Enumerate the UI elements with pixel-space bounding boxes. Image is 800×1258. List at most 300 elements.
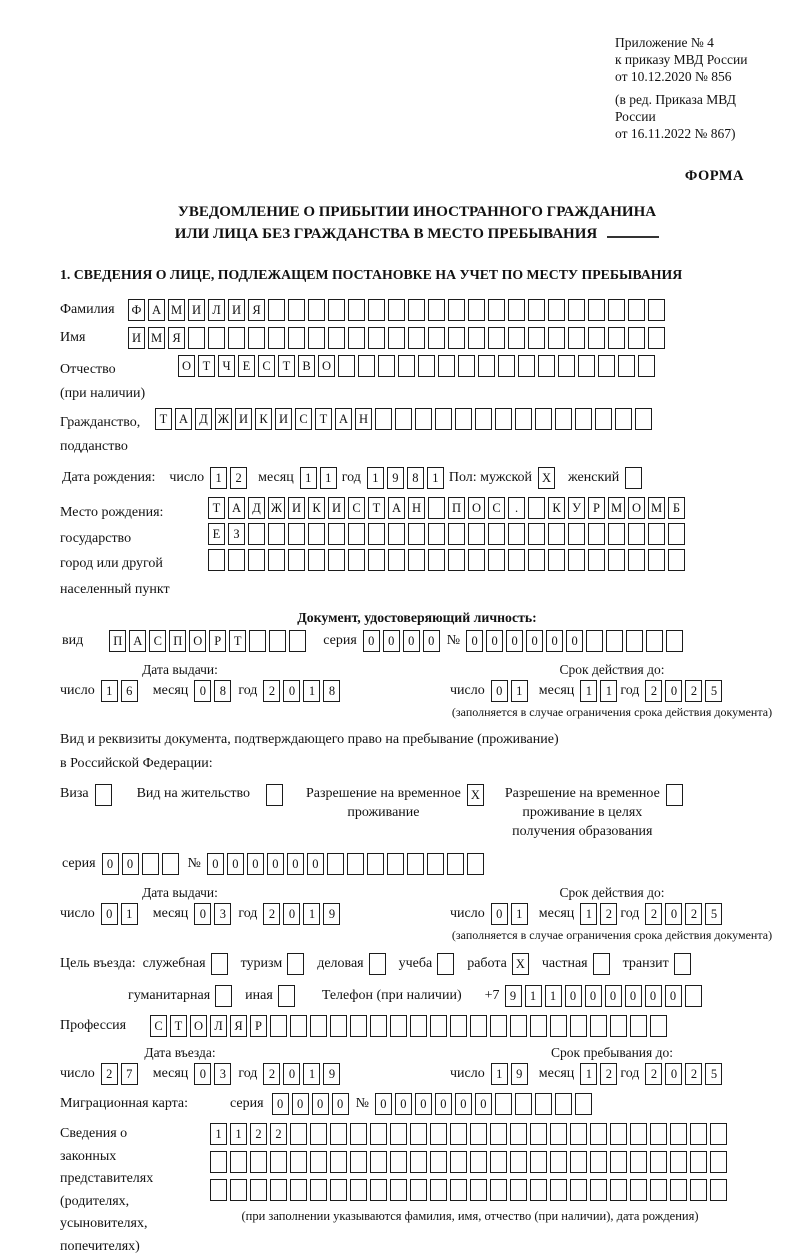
- char-box[interactable]: [635, 408, 652, 430]
- char-box[interactable]: [510, 1179, 527, 1201]
- char-box[interactable]: [518, 355, 535, 377]
- char-box[interactable]: 0: [194, 1063, 211, 1085]
- char-box[interactable]: И: [188, 299, 205, 321]
- char-box[interactable]: [590, 1015, 607, 1037]
- char-box[interactable]: [142, 853, 159, 875]
- char-box[interactable]: [430, 1179, 447, 1201]
- char-box[interactable]: Б: [668, 497, 685, 519]
- char-box[interactable]: [628, 549, 645, 571]
- char-box[interactable]: [588, 299, 605, 321]
- char-box[interactable]: [437, 953, 454, 975]
- char-box[interactable]: [528, 523, 545, 545]
- char-box[interactable]: [290, 1179, 307, 1201]
- char-box[interactable]: [666, 784, 683, 806]
- char-box[interactable]: И: [328, 497, 345, 519]
- char-box[interactable]: [568, 327, 585, 349]
- char-box[interactable]: [287, 953, 304, 975]
- char-box[interactable]: [595, 408, 612, 430]
- char-box[interactable]: [650, 1151, 667, 1173]
- char-box[interactable]: [628, 299, 645, 321]
- char-box[interactable]: [648, 327, 665, 349]
- char-box[interactable]: 1: [367, 467, 384, 489]
- char-box[interactable]: [310, 1151, 327, 1173]
- char-box[interactable]: [593, 953, 610, 975]
- char-box[interactable]: [590, 1179, 607, 1201]
- char-box[interactable]: [95, 784, 112, 806]
- char-box[interactable]: [610, 1151, 627, 1173]
- char-box[interactable]: [588, 523, 605, 545]
- char-box[interactable]: Т: [198, 355, 215, 377]
- char-box[interactable]: [470, 1151, 487, 1173]
- char-box[interactable]: Е: [208, 523, 225, 545]
- char-box[interactable]: [550, 1179, 567, 1201]
- char-box[interactable]: 0: [415, 1093, 432, 1115]
- char-box[interactable]: 5: [705, 903, 722, 925]
- char-box[interactable]: [508, 299, 525, 321]
- char-box[interactable]: [375, 408, 392, 430]
- char-box[interactable]: 0: [307, 853, 324, 875]
- char-box[interactable]: [467, 853, 484, 875]
- char-box[interactable]: Т: [170, 1015, 187, 1037]
- char-box[interactable]: [488, 299, 505, 321]
- char-box[interactable]: [448, 549, 465, 571]
- char-box[interactable]: [348, 327, 365, 349]
- char-box[interactable]: [528, 327, 545, 349]
- char-box[interactable]: Л: [210, 1015, 227, 1037]
- char-box[interactable]: 0: [283, 680, 300, 702]
- char-box[interactable]: [430, 1151, 447, 1173]
- char-box[interactable]: 0: [645, 985, 662, 1007]
- char-box[interactable]: А: [388, 497, 405, 519]
- char-box[interactable]: [528, 549, 545, 571]
- char-box[interactable]: 2: [685, 1063, 702, 1085]
- char-box[interactable]: [710, 1179, 727, 1201]
- char-box[interactable]: 0: [455, 1093, 472, 1115]
- char-box[interactable]: [495, 1093, 512, 1115]
- char-box[interactable]: Н: [355, 408, 372, 430]
- char-box[interactable]: С: [348, 497, 365, 519]
- char-box[interactable]: Я: [230, 1015, 247, 1037]
- char-box[interactable]: [370, 1151, 387, 1173]
- char-box[interactable]: Т: [315, 408, 332, 430]
- char-box[interactable]: 0: [292, 1093, 309, 1115]
- char-box[interactable]: [368, 327, 385, 349]
- char-box[interactable]: [228, 549, 245, 571]
- char-box[interactable]: [348, 523, 365, 545]
- char-box[interactable]: [510, 1015, 527, 1037]
- char-box[interactable]: [310, 1179, 327, 1201]
- char-box[interactable]: [510, 1123, 527, 1145]
- char-box[interactable]: [428, 327, 445, 349]
- char-box[interactable]: [410, 1151, 427, 1173]
- char-box[interactable]: 2: [263, 1063, 280, 1085]
- char-box[interactable]: 3: [214, 1063, 231, 1085]
- char-box[interactable]: [368, 523, 385, 545]
- char-box[interactable]: 3: [214, 903, 231, 925]
- char-box[interactable]: С: [295, 408, 312, 430]
- char-box[interactable]: О: [318, 355, 335, 377]
- char-box[interactable]: [458, 355, 475, 377]
- char-box[interactable]: [610, 1179, 627, 1201]
- char-box[interactable]: [674, 953, 691, 975]
- char-box[interactable]: 2: [645, 903, 662, 925]
- char-box[interactable]: [555, 408, 572, 430]
- char-box[interactable]: [290, 1123, 307, 1145]
- char-box[interactable]: [448, 523, 465, 545]
- char-box[interactable]: 1: [210, 1123, 227, 1145]
- char-box[interactable]: 2: [101, 1063, 118, 1085]
- char-box[interactable]: [508, 523, 525, 545]
- char-box[interactable]: Л: [208, 299, 225, 321]
- char-box[interactable]: [608, 327, 625, 349]
- char-box[interactable]: X: [467, 784, 484, 806]
- char-box[interactable]: [308, 549, 325, 571]
- char-box[interactable]: [470, 1179, 487, 1201]
- char-box[interactable]: 2: [685, 680, 702, 702]
- char-box[interactable]: [288, 327, 305, 349]
- char-box[interactable]: [208, 549, 225, 571]
- char-box[interactable]: [248, 523, 265, 545]
- char-box[interactable]: 0: [247, 853, 264, 875]
- char-box[interactable]: 1: [511, 680, 528, 702]
- char-box[interactable]: В: [298, 355, 315, 377]
- char-box[interactable]: [515, 408, 532, 430]
- char-box[interactable]: [407, 853, 424, 875]
- char-box[interactable]: [290, 1151, 307, 1173]
- char-box[interactable]: [328, 549, 345, 571]
- char-box[interactable]: [670, 1179, 687, 1201]
- char-box[interactable]: 0: [585, 985, 602, 1007]
- char-box[interactable]: [270, 1151, 287, 1173]
- char-box[interactable]: [388, 299, 405, 321]
- char-box[interactable]: [690, 1179, 707, 1201]
- char-box[interactable]: [350, 1151, 367, 1173]
- char-box[interactable]: [455, 408, 472, 430]
- char-box[interactable]: А: [175, 408, 192, 430]
- char-box[interactable]: Ж: [268, 497, 285, 519]
- char-box[interactable]: [570, 1123, 587, 1145]
- char-box[interactable]: [588, 549, 605, 571]
- char-box[interactable]: Н: [408, 497, 425, 519]
- char-box[interactable]: [328, 299, 345, 321]
- char-box[interactable]: [390, 1015, 407, 1037]
- char-box[interactable]: [330, 1123, 347, 1145]
- char-box[interactable]: П: [169, 630, 186, 652]
- char-box[interactable]: [488, 549, 505, 571]
- char-box[interactable]: [610, 1015, 627, 1037]
- char-box[interactable]: М: [148, 327, 165, 349]
- char-box[interactable]: [428, 549, 445, 571]
- char-box[interactable]: 0: [207, 853, 224, 875]
- char-box[interactable]: [710, 1123, 727, 1145]
- char-box[interactable]: [388, 549, 405, 571]
- char-box[interactable]: 7: [121, 1063, 138, 1085]
- char-box[interactable]: [450, 1179, 467, 1201]
- char-box[interactable]: [490, 1015, 507, 1037]
- char-box[interactable]: 0: [486, 630, 503, 652]
- char-box[interactable]: [450, 1151, 467, 1173]
- char-box[interactable]: 1: [300, 467, 317, 489]
- char-box[interactable]: 2: [685, 903, 702, 925]
- char-box[interactable]: 9: [505, 985, 522, 1007]
- char-box[interactable]: [308, 523, 325, 545]
- char-box[interactable]: [268, 523, 285, 545]
- char-box[interactable]: [249, 630, 266, 652]
- char-box[interactable]: 0: [403, 630, 420, 652]
- char-box[interactable]: Т: [208, 497, 225, 519]
- char-box[interactable]: [650, 1015, 667, 1037]
- char-box[interactable]: [408, 327, 425, 349]
- char-box[interactable]: П: [448, 497, 465, 519]
- char-box[interactable]: [550, 1123, 567, 1145]
- char-box[interactable]: 2: [600, 903, 617, 925]
- char-box[interactable]: 0: [565, 985, 582, 1007]
- char-box[interactable]: 0: [102, 853, 119, 875]
- char-box[interactable]: 1: [303, 1063, 320, 1085]
- char-box[interactable]: [598, 355, 615, 377]
- char-box[interactable]: 2: [263, 903, 280, 925]
- char-box[interactable]: [230, 1179, 247, 1201]
- char-box[interactable]: [390, 1179, 407, 1201]
- char-box[interactable]: [368, 549, 385, 571]
- char-box[interactable]: [450, 1015, 467, 1037]
- char-box[interactable]: [626, 630, 643, 652]
- char-box[interactable]: [590, 1151, 607, 1173]
- char-box[interactable]: .: [508, 497, 525, 519]
- char-box[interactable]: [388, 523, 405, 545]
- char-box[interactable]: [268, 327, 285, 349]
- char-box[interactable]: [358, 355, 375, 377]
- char-box[interactable]: [408, 299, 425, 321]
- char-box[interactable]: [410, 1179, 427, 1201]
- char-box[interactable]: 0: [665, 903, 682, 925]
- char-box[interactable]: [266, 784, 283, 806]
- char-box[interactable]: М: [608, 497, 625, 519]
- char-box[interactable]: 2: [270, 1123, 287, 1145]
- char-box[interactable]: 0: [194, 903, 211, 925]
- char-box[interactable]: [408, 549, 425, 571]
- char-box[interactable]: М: [648, 497, 665, 519]
- char-box[interactable]: [648, 299, 665, 321]
- char-box[interactable]: [348, 299, 365, 321]
- char-box[interactable]: [468, 327, 485, 349]
- char-box[interactable]: [690, 1151, 707, 1173]
- char-box[interactable]: 8: [323, 680, 340, 702]
- char-box[interactable]: [570, 1151, 587, 1173]
- char-box[interactable]: [630, 1151, 647, 1173]
- char-box[interactable]: [248, 327, 265, 349]
- char-box[interactable]: [270, 1179, 287, 1201]
- char-box[interactable]: [370, 1015, 387, 1037]
- char-box[interactable]: [648, 549, 665, 571]
- char-box[interactable]: [290, 1015, 307, 1037]
- char-box[interactable]: 0: [375, 1093, 392, 1115]
- char-box[interactable]: 0: [491, 903, 508, 925]
- char-box[interactable]: 0: [283, 1063, 300, 1085]
- char-box[interactable]: [327, 853, 344, 875]
- char-box[interactable]: [415, 408, 432, 430]
- char-box[interactable]: [628, 523, 645, 545]
- char-box[interactable]: [428, 299, 445, 321]
- char-box[interactable]: [188, 327, 205, 349]
- char-box[interactable]: Р: [209, 630, 226, 652]
- char-box[interactable]: 1: [580, 903, 597, 925]
- char-box[interactable]: 0: [491, 680, 508, 702]
- char-box[interactable]: [210, 1179, 227, 1201]
- char-box[interactable]: [470, 1123, 487, 1145]
- char-box[interactable]: [648, 523, 665, 545]
- char-box[interactable]: [350, 1015, 367, 1037]
- char-box[interactable]: [625, 467, 642, 489]
- char-box[interactable]: [568, 549, 585, 571]
- char-box[interactable]: [508, 549, 525, 571]
- char-box[interactable]: [215, 985, 232, 1007]
- char-box[interactable]: О: [628, 497, 645, 519]
- char-box[interactable]: 0: [665, 680, 682, 702]
- char-box[interactable]: [328, 523, 345, 545]
- char-box[interactable]: С: [488, 497, 505, 519]
- char-box[interactable]: 8: [214, 680, 231, 702]
- char-box[interactable]: [570, 1015, 587, 1037]
- char-box[interactable]: [228, 327, 245, 349]
- char-box[interactable]: [608, 549, 625, 571]
- char-box[interactable]: К: [308, 497, 325, 519]
- char-box[interactable]: 2: [645, 680, 662, 702]
- char-box[interactable]: [550, 1151, 567, 1173]
- char-box[interactable]: 1: [491, 1063, 508, 1085]
- char-box[interactable]: Я: [168, 327, 185, 349]
- char-box[interactable]: 0: [625, 985, 642, 1007]
- char-box[interactable]: 0: [395, 1093, 412, 1115]
- char-box[interactable]: 1: [511, 903, 528, 925]
- char-box[interactable]: 2: [263, 680, 280, 702]
- char-box[interactable]: 9: [511, 1063, 528, 1085]
- char-box[interactable]: А: [228, 497, 245, 519]
- char-box[interactable]: 0: [665, 985, 682, 1007]
- char-box[interactable]: [710, 1151, 727, 1173]
- char-box[interactable]: 1: [600, 680, 617, 702]
- char-box[interactable]: [490, 1179, 507, 1201]
- char-box[interactable]: 0: [665, 1063, 682, 1085]
- char-box[interactable]: [555, 1093, 572, 1115]
- char-box[interactable]: [270, 1015, 287, 1037]
- char-box[interactable]: [628, 327, 645, 349]
- char-box[interactable]: [427, 853, 444, 875]
- char-box[interactable]: 1: [545, 985, 562, 1007]
- char-box[interactable]: [528, 497, 545, 519]
- char-box[interactable]: И: [275, 408, 292, 430]
- char-box[interactable]: [650, 1123, 667, 1145]
- char-box[interactable]: [348, 549, 365, 571]
- char-box[interactable]: [438, 355, 455, 377]
- char-box[interactable]: 5: [705, 680, 722, 702]
- char-box[interactable]: 1: [427, 467, 444, 489]
- char-box[interactable]: Р: [588, 497, 605, 519]
- char-box[interactable]: [608, 299, 625, 321]
- char-box[interactable]: [578, 355, 595, 377]
- char-box[interactable]: 0: [526, 630, 543, 652]
- char-box[interactable]: [630, 1179, 647, 1201]
- char-box[interactable]: [387, 853, 404, 875]
- char-box[interactable]: [378, 355, 395, 377]
- char-box[interactable]: [670, 1151, 687, 1173]
- char-box[interactable]: [618, 355, 635, 377]
- char-box[interactable]: [468, 299, 485, 321]
- char-box[interactable]: [370, 1179, 387, 1201]
- char-box[interactable]: [390, 1123, 407, 1145]
- char-box[interactable]: [548, 523, 565, 545]
- char-box[interactable]: А: [129, 630, 146, 652]
- char-box[interactable]: [586, 630, 603, 652]
- char-box[interactable]: [568, 299, 585, 321]
- char-box[interactable]: [350, 1123, 367, 1145]
- char-box[interactable]: 1: [320, 467, 337, 489]
- char-box[interactable]: 1: [121, 903, 138, 925]
- char-box[interactable]: [490, 1123, 507, 1145]
- char-box[interactable]: Д: [248, 497, 265, 519]
- char-box[interactable]: 0: [546, 630, 563, 652]
- char-box[interactable]: 2: [600, 1063, 617, 1085]
- char-box[interactable]: [508, 327, 525, 349]
- char-box[interactable]: И: [128, 327, 145, 349]
- char-box[interactable]: 0: [506, 630, 523, 652]
- char-box[interactable]: [548, 549, 565, 571]
- char-box[interactable]: У: [568, 497, 585, 519]
- char-box[interactable]: [528, 299, 545, 321]
- char-box[interactable]: [448, 299, 465, 321]
- char-box[interactable]: С: [149, 630, 166, 652]
- char-box[interactable]: 0: [194, 680, 211, 702]
- char-box[interactable]: [638, 355, 655, 377]
- char-box[interactable]: Д: [195, 408, 212, 430]
- char-box[interactable]: [250, 1179, 267, 1201]
- char-box[interactable]: [610, 1123, 627, 1145]
- char-box[interactable]: [367, 853, 384, 875]
- char-box[interactable]: 0: [363, 630, 380, 652]
- char-box[interactable]: [388, 327, 405, 349]
- char-box[interactable]: О: [190, 1015, 207, 1037]
- char-box[interactable]: 9: [323, 1063, 340, 1085]
- char-box[interactable]: X: [512, 953, 529, 975]
- char-box[interactable]: [310, 1123, 327, 1145]
- char-box[interactable]: [650, 1179, 667, 1201]
- char-box[interactable]: И: [288, 497, 305, 519]
- char-box[interactable]: 0: [101, 903, 118, 925]
- char-box[interactable]: [530, 1151, 547, 1173]
- char-box[interactable]: [330, 1015, 347, 1037]
- char-box[interactable]: Е: [238, 355, 255, 377]
- char-box[interactable]: 8: [407, 467, 424, 489]
- char-box[interactable]: 2: [230, 467, 247, 489]
- char-box[interactable]: 6: [121, 680, 138, 702]
- char-box[interactable]: Ч: [218, 355, 235, 377]
- char-box[interactable]: [370, 1123, 387, 1145]
- char-box[interactable]: [208, 327, 225, 349]
- char-box[interactable]: [630, 1123, 647, 1145]
- char-box[interactable]: И: [235, 408, 252, 430]
- char-box[interactable]: 0: [272, 1093, 289, 1115]
- char-box[interactable]: Т: [278, 355, 295, 377]
- char-box[interactable]: [548, 327, 565, 349]
- char-box[interactable]: [668, 523, 685, 545]
- char-box[interactable]: [289, 630, 306, 652]
- char-box[interactable]: [588, 327, 605, 349]
- char-box[interactable]: [575, 1093, 592, 1115]
- char-box[interactable]: [590, 1123, 607, 1145]
- char-box[interactable]: [475, 408, 492, 430]
- char-box[interactable]: [515, 1093, 532, 1115]
- char-box[interactable]: [410, 1123, 427, 1145]
